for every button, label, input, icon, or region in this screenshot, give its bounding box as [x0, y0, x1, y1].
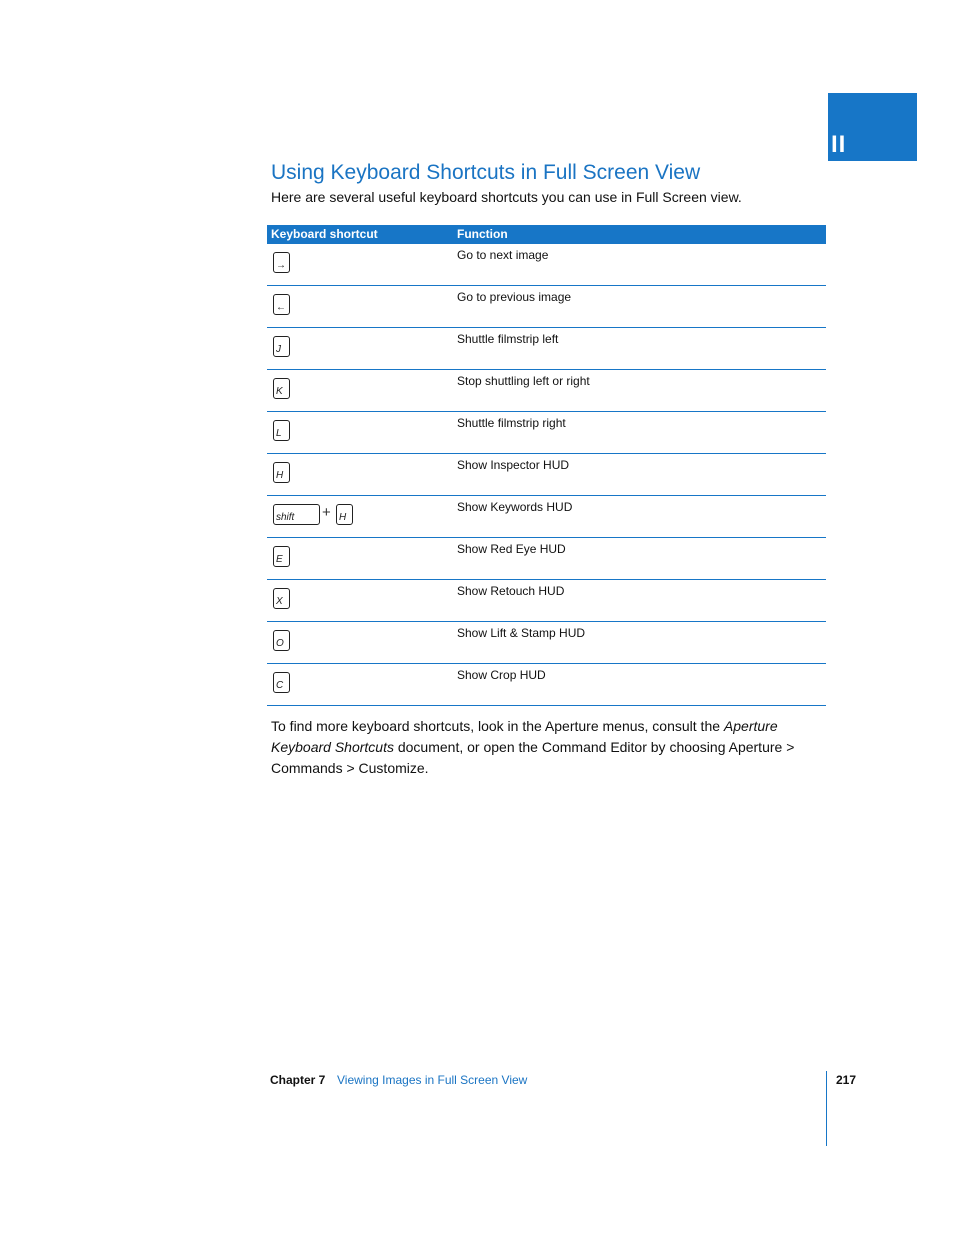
table-row — [267, 622, 826, 664]
left-arrow-key-icon: ← — [273, 294, 290, 315]
j-key-icon: J — [273, 336, 290, 357]
function-text: Show Red Eye HUD — [457, 542, 566, 556]
table-row — [267, 538, 826, 580]
table-row — [267, 496, 826, 538]
table-row — [267, 328, 826, 370]
table-header — [267, 225, 826, 244]
part-tab — [828, 93, 917, 161]
table-row — [267, 244, 826, 286]
footer-chapter-label: Chapter 7 — [270, 1073, 326, 1087]
table-row — [267, 454, 826, 496]
page-number: 217 — [836, 1073, 857, 1087]
section-heading: Using Keyboard Shortcuts in Full Screen View — [271, 161, 701, 184]
header-function: Function — [457, 227, 508, 241]
shortcut-table — [267, 225, 826, 706]
function-text: Show Keywords HUD — [457, 500, 573, 514]
paragraph-text: document, or open the Command Editor by choosing Aperture > Commands > Customize. — [271, 739, 795, 776]
document-title-italic: Aperture Keyboard Shortcuts — [271, 718, 778, 755]
h-key-icon: H — [336, 504, 353, 525]
h-key-icon: H — [273, 462, 290, 483]
paragraph-text: To find more keyboard shortcuts, look in the Aperture menus, consult the — [271, 718, 724, 734]
c-key-icon: C — [273, 672, 290, 693]
table-row — [267, 412, 826, 454]
function-text: Show Crop HUD — [457, 668, 546, 682]
header-shortcut: Keyboard shortcut — [271, 227, 378, 241]
function-text: Stop shuttling left or right — [457, 374, 590, 388]
x-key-icon: X — [273, 588, 290, 609]
more-shortcuts-paragraph — [271, 716, 831, 779]
l-key-icon: L — [273, 420, 290, 441]
table-row — [267, 370, 826, 412]
k-key-icon: K — [273, 378, 290, 399]
function-text: Show Inspector HUD — [457, 458, 570, 472]
footer-divider — [826, 1071, 827, 1146]
function-text: Show Lift & Stamp HUD — [457, 626, 586, 640]
o-key-icon: O — [273, 630, 290, 651]
shift-key-icon: shift — [273, 504, 320, 525]
table-row — [267, 664, 826, 706]
plus-sign: + — [322, 504, 331, 521]
function-text: Go to previous image — [457, 290, 572, 304]
function-text: Shuttle filmstrip right — [457, 416, 566, 430]
intro-text: Here are several useful keyboard shortcuts you can use in Full Screen view. — [271, 189, 742, 205]
function-text: Show Retouch HUD — [457, 584, 565, 598]
right-arrow-key-icon: → — [273, 252, 290, 273]
part-tab-label: II — [831, 131, 847, 158]
function-text: Shuttle filmstrip left — [457, 332, 559, 346]
function-text: Go to next image — [457, 248, 549, 262]
table-row — [267, 286, 826, 328]
e-key-icon: E — [273, 546, 290, 567]
footer-chapter-title: Viewing Images in Full Screen View — [337, 1073, 528, 1087]
table-row — [267, 580, 826, 622]
